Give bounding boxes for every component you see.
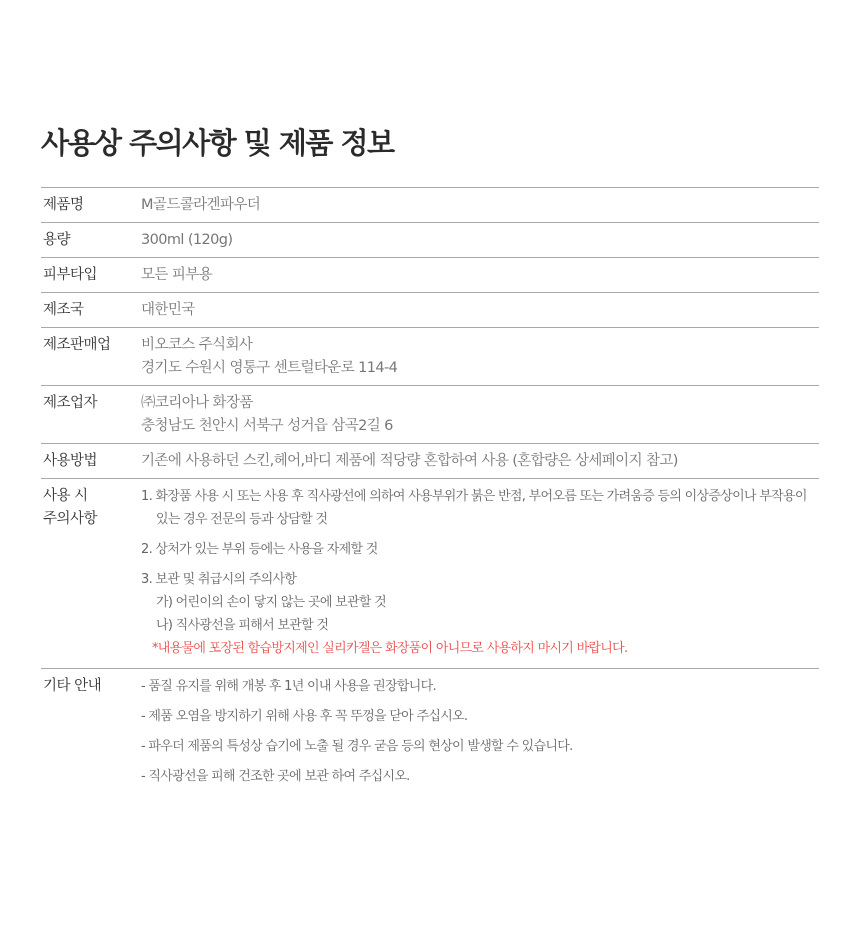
row-label: 제조판매업 <box>43 337 111 353</box>
row-manufacturer <box>41 386 819 444</box>
etc-item: - 품질 유지를 위해 개봉 후 1년 이내 사용을 권장합니다. <box>141 679 436 694</box>
row-label: 제조국 <box>43 302 84 318</box>
row-product-name <box>41 188 819 223</box>
caution-subitem: 가) 어린이의 손이 닿지 않는 곳에 보관할 것 <box>156 595 386 610</box>
etc-item: - 직사광선을 피해 건조한 곳에 보관 하여 주십시오. <box>141 769 410 784</box>
caution-text: 있는 경우 전문의 등과 상담할 것 <box>156 512 328 527</box>
row-label: 제품명 <box>43 197 84 213</box>
row-capacity <box>41 223 819 258</box>
caution-text: 1. 화장품 사용 시 또는 사용 후 직사광선에 의하여 사용부위가 붉은 반점, 부어오름 또는 가려움증 등의 이상증상이나 부작용이 <box>141 489 807 504</box>
row-label: 용량 <box>43 232 71 248</box>
row-usage <box>41 444 819 479</box>
caution-item-2 <box>141 538 819 561</box>
caution-label-line2: 주의사항 <box>43 511 98 527</box>
caution-label-line1: 사용 시 <box>43 488 88 504</box>
row-label: 사용방법 <box>43 453 98 469</box>
row-label: 기타 안내 <box>43 678 102 694</box>
caution-text: 3. 보관 및 취급시의 주의사항 <box>141 572 297 587</box>
row-value <box>141 334 819 385</box>
caution-item-3 <box>141 568 819 660</box>
etc-item: - 제품 오염을 방지하기 위해 사용 후 꼭 뚜껑을 닫아 주십시오. <box>141 709 468 724</box>
seller-address: 경기도 수원시 영통구 센트럴타운로 114-4 <box>141 360 398 376</box>
manufacturer-name: ㈜코리아나 화장품 <box>141 395 253 411</box>
caution-subitem: 나) 직사광선을 피해서 보관할 것 <box>156 618 329 633</box>
seller-name: 비오코스 주식회사 <box>141 337 253 353</box>
row-value: M골드콜라겐파우더 <box>141 197 261 213</box>
caution-item-1 <box>141 485 819 531</box>
page-title: 사용상 주의사항 및 제품 정보 <box>41 126 394 160</box>
caution-text: 2. 상처가 있는 부위 등에는 사용을 자제할 것 <box>141 542 378 557</box>
silica-gel-warning: *내용물에 포장된 함습방지제인 실리카겔은 화장품이 아니므로 사용하지 마시기 바랍니다. <box>152 641 628 656</box>
row-etc <box>41 669 819 795</box>
etc-item: - 파우더 제품의 특성상 습기에 노출 될 경우 굳음 등의 현상이 발생할 수 있습니다. <box>141 739 573 754</box>
row-value: 300ml (120g) <box>141 232 233 248</box>
row-seller <box>41 328 819 386</box>
row-skin-type <box>41 258 819 293</box>
usage-text: 기존에 사용하던 스킨,헤어,바디 제품에 적당량 혼합하여 사용 (혼합량은 상세페이지 참고) <box>141 453 678 469</box>
etc-list <box>141 669 819 795</box>
caution-list <box>141 479 819 668</box>
product-info-table <box>41 187 819 795</box>
row-label: 피부타입 <box>43 267 98 283</box>
row-value: 모든 피부용 <box>141 267 213 283</box>
row-value <box>141 392 819 443</box>
row-value: 대한민국 <box>141 302 195 318</box>
row-value <box>141 450 819 478</box>
row-caution <box>41 479 819 669</box>
row-country <box>41 293 819 328</box>
row-label <box>41 479 141 668</box>
row-label: 제조업자 <box>43 395 98 411</box>
manufacturer-address: 충청남도 천안시 서북구 성거읍 삼곡2길 6 <box>141 418 393 434</box>
